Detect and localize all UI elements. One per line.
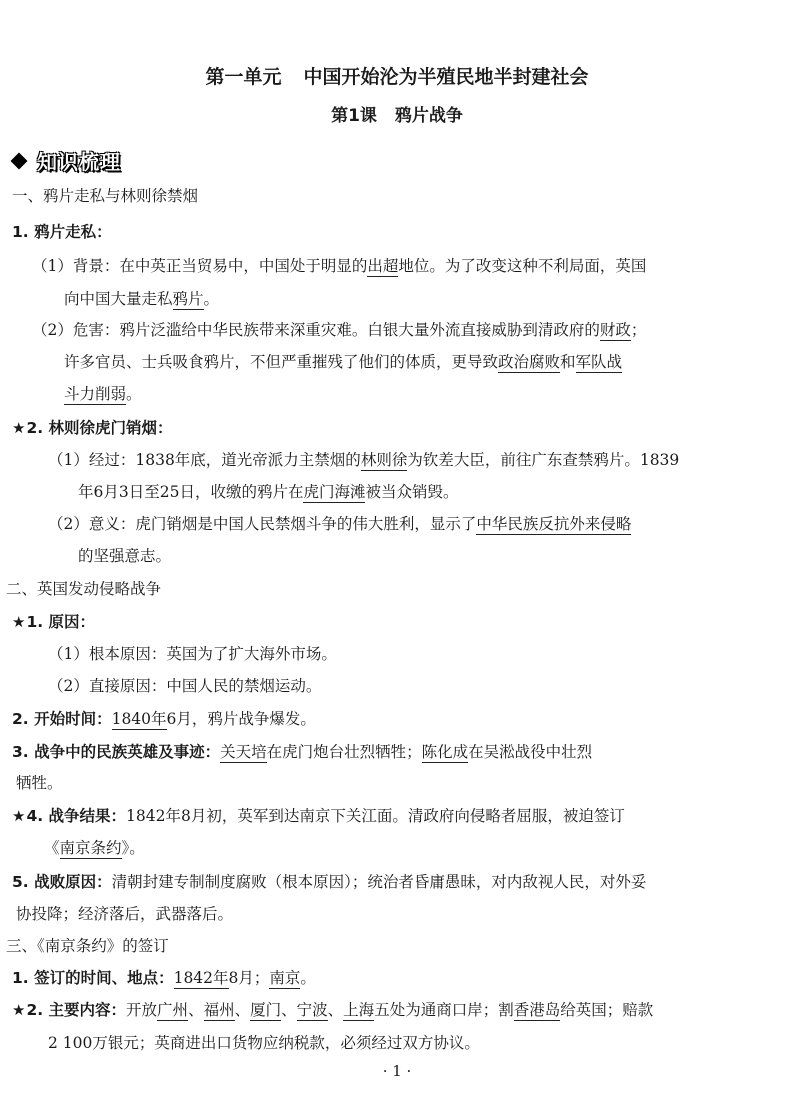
unit-label: 第一单元 <box>205 66 282 88</box>
process-line-1: （1）经过：1838年底，道光帝派力主禁烟的林则徐为钦差大臣，前往广东查禁鸦片。1839 <box>48 451 680 469</box>
background-line-2: 向中国大量走私鸦片。 <box>64 290 220 308</box>
answer-humen-beach: 虎门海滩 <box>303 483 366 501</box>
part1-heading: 一、鸦片走私与林则徐禁烟 <box>12 187 199 205</box>
lesson-title <box>0 101 794 126</box>
answer-treaty-nanjing: 南京条约 <box>59 839 122 857</box>
process-line-2: 年6月3日至25日，收缴的鸦片在虎门海滩被当众销毁。 <box>78 483 459 501</box>
page-number: · 1 · <box>382 1062 412 1080</box>
answer-resist: 中华民族反抗外来侵略 <box>476 515 632 533</box>
answer-finance: 财政 <box>599 321 631 339</box>
defeat-reason-line-2: 协投降；经济落后，武器落后。 <box>16 905 234 923</box>
lesson-name: 鸦片战争 <box>394 106 463 126</box>
heroes-line-1: 3. 战争中的民族英雄及事迹：关天培在虎门炮台壮烈牺牲；陈化成在吴淞战役中壮烈 <box>12 743 593 761</box>
answer-chuchao: 出超 <box>367 257 399 275</box>
root-cause: （1）根本原因：英国为了扩大海外市场。 <box>48 645 337 663</box>
result-line-1: ★4. 战争结果：1842年8月初，英军到达南京下关江面。清政府向侵略者屈服，被迫签订 <box>12 807 625 825</box>
item-humen-label: ★2. 林则徐虎门销烟： <box>12 419 173 437</box>
part3-heading: 三、《南京条约》的签订 <box>6 937 169 955</box>
answer-fuzhou: 福州 <box>203 1001 235 1019</box>
answer-chenhuacheng: 陈化成 <box>421 743 469 761</box>
significance-line-2: 的坚强意志。 <box>78 547 172 565</box>
section-banner <box>10 146 121 175</box>
unit-name: 中国开始沦为半殖民地半封建社会 <box>303 66 589 88</box>
answer-shanghai: 上海 <box>343 1001 375 1019</box>
answer-hongkong: 香港岛 <box>513 1001 561 1019</box>
start-time-line: 2. 开始时间：1840年6月，鸦片战争爆发。 <box>12 710 316 728</box>
answer-xiamen: 厦门 <box>250 1001 282 1019</box>
significance-line-1: （2）意义：虎门销烟是中国人民禁烟斗争的伟大胜利，显示了中华民族反抗外来侵略 <box>48 515 632 533</box>
answer-guantianpei: 关天培 <box>220 743 267 761</box>
answer-ningbo: 宁波 <box>296 1001 328 1019</box>
result-line-2: 《南京条约》。 <box>44 839 145 857</box>
part2-heading: 二、英国发动侵略战争 <box>6 580 162 598</box>
cause-label: ★1. 原因： <box>12 613 96 631</box>
defeat-reason-line-1: 5. 战败原因：清朝封建专制制度腐败（根本原因）；统治者昏庸愚昧，对内敌视人民，对外妥 <box>12 873 647 891</box>
answer-army: 军队战 <box>575 353 623 371</box>
item-smuggling-label: 1. 鸦片走私： <box>12 223 112 241</box>
background-line-1: （1）背景：在中英正当贸易中，中国处于明显的出超地位。为了改变这种不利局面，英国 <box>32 257 647 275</box>
star-icon: ★ <box>12 419 26 437</box>
answer-corruption: 政治腐败 <box>498 353 561 371</box>
star-icon: ★ <box>12 1001 26 1019</box>
harm-line-1: （2）危害：鸦片泛滥给中华民族带来深重灾难。白银大量外流直接威胁到清政府的财政； <box>32 321 647 339</box>
answer-opium: 鸦片 <box>172 290 204 308</box>
answer-nanjing: 南京 <box>269 969 301 987</box>
star-icon: ★ <box>12 807 26 825</box>
content-line-1: ★2. 主要内容：开放广州、福州、厦门、宁波、上海五处为通商口岸；割香港岛给英国；赔款 <box>12 1001 654 1019</box>
answer-1840: 1840年 <box>111 710 167 728</box>
heroes-line-2: 牺牲。 <box>16 774 63 792</box>
answer-linzexu: 林则徐 <box>360 451 408 469</box>
lesson-label: 第1课 <box>331 106 377 126</box>
answer-1842: 1842年 <box>173 969 229 987</box>
harm-line-3: 斗力削弱。 <box>64 385 142 403</box>
content-line-2: 2 100万银元；英商进出口货物应纳税款，必须经过双方协议。 <box>48 1034 480 1052</box>
diamond-bullet-icon <box>11 152 28 169</box>
unit-title <box>0 62 794 89</box>
section-banner-title: 知识梳理 <box>37 150 121 174</box>
signing-time-line: 1. 签订的时间、地点：1842年8月；南京。 <box>12 969 316 987</box>
star-icon: ★ <box>12 613 26 631</box>
answer-army-cont: 斗力削弱 <box>64 385 127 403</box>
direct-cause: （2）直接原因：中国人民的禁烟运动。 <box>48 677 322 695</box>
answer-guangzhou: 广州 <box>157 1001 189 1019</box>
harm-line-2: 许多官员、士兵吸食鸦片，不但严重摧残了他们的体质，更导致政治腐败和军队战 <box>64 353 623 371</box>
